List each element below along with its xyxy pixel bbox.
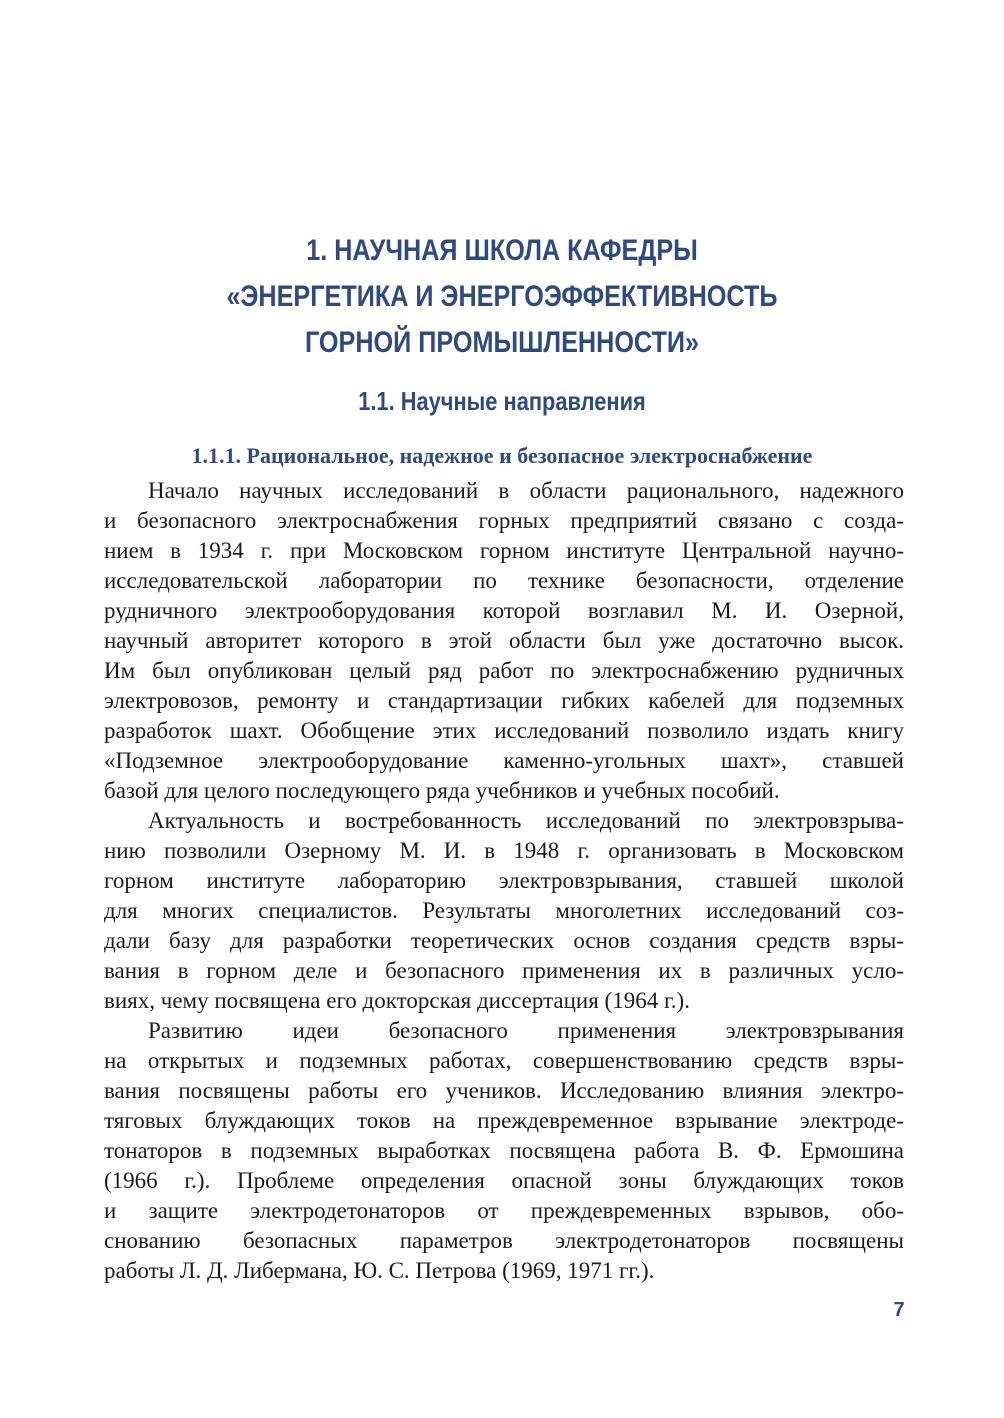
section-title: 1.1. Научные направления xyxy=(358,386,646,416)
text-line: для многих специалистов. Результаты многолетних исследований соз- xyxy=(104,898,904,923)
chapter-title-line: 1. НАУЧНАЯ ШКОЛА КАФЕДРЫ xyxy=(306,234,698,267)
text-line: вания посвящены работы его учеников. Исследованию влияния электро- xyxy=(104,1078,904,1103)
text-line: разработок шахт. Обобщение этих исследований позволило издать книгу xyxy=(104,718,904,743)
text-line: научный авторитет которого в этой области был уже достаточно высок. xyxy=(104,628,904,653)
text-line: вания в горном деле и безопасного применения их в различных усло- xyxy=(104,958,904,983)
chapter-title-line: ГОРНОЙ ПРОМЫШЛЕННОСТИ» xyxy=(304,326,700,359)
chapter-title xyxy=(164,228,839,366)
text-line: базой для целого последующего ряда учебников и учебных пособий. xyxy=(104,778,780,803)
page-number: 7 xyxy=(893,1299,905,1321)
text-line: нием в 1934 г. при Московском горном институте Центральной научно- xyxy=(104,538,904,563)
text-line: нию позволили Озерному М. И. в 1948 г. организовать в Московском xyxy=(104,838,904,863)
text-line: рудничного электрооборудования которой возглавил М. И. Озерной, xyxy=(104,598,904,623)
text-line: снованию безопасных параметров электродетонаторов посвящены xyxy=(104,1228,904,1253)
text-line: Начало научных исследований в области рационального, надежного xyxy=(148,478,904,503)
text-line: Актуальность и востребованность исследований по электровзрыва- xyxy=(148,808,904,833)
text-line: Развитию идеи безопасного применения электровзрывания xyxy=(148,1018,904,1043)
text-line: «Подземное электрооборудование каменно-угольных шахт», ставшей xyxy=(104,748,904,773)
text-line: тонаторов в подземных выработках посвящена работа В. Ф. Ермошина xyxy=(104,1138,904,1163)
subsection-title: 1.1.1. Рациональное, надежное и безопасное электроснабжение xyxy=(191,443,813,468)
text-line: дали базу для разработки теоретических основ создания средств взры- xyxy=(104,928,904,953)
body-text xyxy=(104,476,904,1286)
text-line: горном институте лабораторию электровзрывания, ставшей школой xyxy=(104,868,904,893)
chapter-title-line: «ЭНЕРГЕТИКА И ЭНЕРГОЭФФЕКТИВНОСТЬ xyxy=(226,280,778,313)
text-line: и защите электродетонаторов от преждевременных взрывов, обо- xyxy=(104,1198,904,1223)
text-line: тяговых блуждающих токов на преждевременное взрывание электроде- xyxy=(104,1108,904,1133)
paragraph xyxy=(104,806,904,1016)
text-line: (1966 г.). Проблеме определения опасной зоны блуждающих токов xyxy=(104,1168,904,1193)
paragraph xyxy=(104,1016,904,1286)
text-line: работы Л. Д. Либермана, Ю. С. Петрова (1969, 1971 гг.). xyxy=(104,1258,655,1283)
text-line: и безопасного электроснабжения горных предприятий связано с созда- xyxy=(104,508,904,533)
paragraph xyxy=(104,476,904,806)
text-line: Им был опубликован целый ряд работ по электроснабжению рудничных xyxy=(104,658,904,683)
text-line: электровозов, ремонту и стандартизации гибких кабелей для подземных xyxy=(104,688,904,713)
text-line: исследовательской лаборатории по технике безопасности, отделение xyxy=(104,568,904,593)
text-line: на открытых и подземных работах, совершенствованию средств взры- xyxy=(104,1048,904,1073)
text-line: виях, чему посвящена его докторская диссертация (1964 г.). xyxy=(104,988,690,1013)
